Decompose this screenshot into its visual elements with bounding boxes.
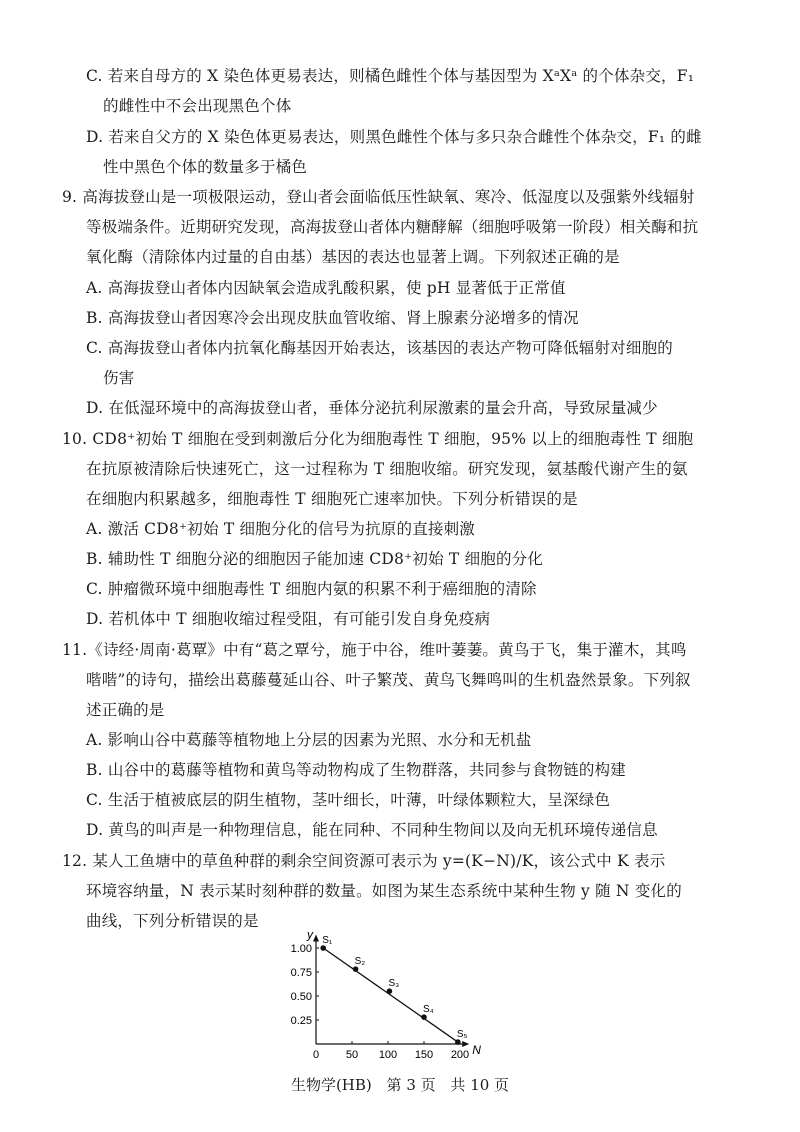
y-axis-arrow [313,934,319,941]
text-line: 喈喈”的诗句，描绘出葛藤蔓延山谷、叶子繁茂、黄鸟飞舞鸣叫的生机盎然景象。下列叙 [86,671,691,689]
data-point-label: S₃ [388,978,400,990]
x-tick-label: 0 [312,1049,320,1061]
text-line: 曲线，下列分析错误的是 [86,912,259,930]
data-point-label: S₁ [322,935,333,946]
text-line: C. 高海拔登山者体内抗氧化酶基因开始表达，该基因的表达产物可降低辐射对细胞的 [86,339,673,357]
text-line: D. 若来自父方的 X 染色体更易表达，则黑色雌性个体与多只杂合雌性个体杂交，F₁ 的雌 [86,128,702,146]
data-point [455,1039,461,1045]
text-line: 性中黑色个体的数量多于橘色 [103,158,308,176]
text-line: C. 肿瘤微环境中细胞毒性 T 细胞内氨的积累不利于癌细胞的清除 [86,580,537,598]
data-point-label: S₄ [423,1004,434,1016]
y-tick-label: 0.25 [290,1015,312,1027]
x-axis-label: N [472,1043,481,1057]
x-tick-label: 200 [450,1049,470,1061]
chart-points [320,935,467,1045]
footer-total-pages: 共 10 页 [450,1076,510,1094]
series-line [323,948,458,1042]
text-line: 氧化酶（清除体内过量的自由基）基因的表达也显著上调。下列叙述正确的是 [86,248,620,266]
text-line: A. 影响山谷中葛藤等植物地上分层的因素为光照、水分和无机盐 [86,731,532,749]
data-point [353,966,359,972]
text-line: B. 山谷中的葛藤等植物和黄鸟等动物构成了生物群落，共同参与食物链的构建 [86,761,626,779]
text-line: 的雌性中不会出现黑色个体 [103,97,292,115]
text-line: 述正确的是 [86,701,165,719]
chart-axes [306,927,481,1057]
text-line: C. 生活于植被底层的阴生植物，茎叶细长，叶薄，叶绿体颗粒大，呈深绿色 [86,791,611,809]
y-tick-label: 0.50 [290,991,312,1003]
text-line: 11.《诗经·周南·葛覃》中有“葛之覃兮，施于中谷，维叶萋萋。黄鸟于飞，集于灌木，其鸣 [62,641,687,659]
text-line: 等极端条件。近期研究发现，高海拔登山者体内糖酵解（细胞呼吸第一阶段）相关酶和抗 [86,218,699,236]
data-point [421,1014,427,1020]
text-line: D. 若机体中 T 细胞收缩过程受阻，有可能引发自身免疫病 [86,610,491,628]
text-line: D. 在低湿环境中的高海拔登山者，垂体分泌抗利尿激素的量会升高，导致尿量减少 [86,399,658,417]
x-tick-label: 150 [414,1049,434,1061]
x-axis-arrow [462,1041,469,1047]
text-line: 9. 高海拔登山是一项极限运动，登山者会面临低压性缺氧、寒冷、低湿度以及强紫外线辐射 [62,188,695,206]
text-line: 环境容纳量，N 表示某时刻种群的数量。如图为某生态系统中某种生物 y 随 N 变化的 [86,882,682,900]
chart-line [323,948,458,1042]
text-line: A. 激活 CD8⁺初始 T 细胞分化的信号为抗原的直接刺激 [86,520,475,538]
chart-ticks [291,943,470,1061]
text-line: B. 高海拔登山者因寒冷会出现皮肤血管收缩、肾上腺素分泌增多的情况 [86,309,579,327]
y-tick-label: 1.00 [290,943,312,955]
text-line: B. 辅助性 T 细胞分泌的细胞因子能加速 CD8⁺初始 T 细胞的分化 [86,550,544,568]
text-line: 伤害 [103,369,135,387]
text-line: 在细胞内积累越多，细胞毒性 T 细胞死亡速率加快。下列分析错误的是 [86,490,578,508]
text-line: C. 若来自母方的 X 染色体更易表达，则橘色雌性个体与基因型为 XᵃXᵃ 的个体杂交，F₁ [86,67,695,85]
y-axis-label: y [307,927,313,942]
data-point [387,988,393,994]
text-line: 在抗原被清除后快速死亡，这一过程称为 T 细胞收缩。研究发现，氨基酸代谢产生的氨 [86,460,688,478]
text-line: D. 黄鸟的叫声是一种物理信息，能在同种、不同种生物间以及向无机环境传递信息 [86,821,658,839]
text-line: A. 高海拔登山者体内因缺氧会造成乳酸积累，使 pH 显著低于正常值 [86,279,566,297]
footer-page-number: 第 3 页 [386,1076,436,1094]
y-tick-label: 0.75 [290,967,312,979]
data-point-label: S₅ [456,1029,468,1041]
text-line: 10. CD8⁺初始 T 细胞在受到刺激后分化为细胞毒性 T 细胞，95% 以上的细胞毒性 T 细胞 [62,430,694,448]
x-tick-label: 50 [345,1049,359,1061]
data-point-label: S₂ [354,956,366,968]
y-vs-n-chart [278,922,518,1064]
x-tick-label: 100 [378,1049,398,1061]
data-point [320,945,326,951]
page-footer [0,1075,800,1095]
footer-subject: 生物学(HB) [290,1076,372,1094]
text-line: 12. 某人工鱼塘中的草鱼种群的剩余空间资源可表示为 y=(K−N)/K，该公式中 K 表示 [62,852,666,870]
